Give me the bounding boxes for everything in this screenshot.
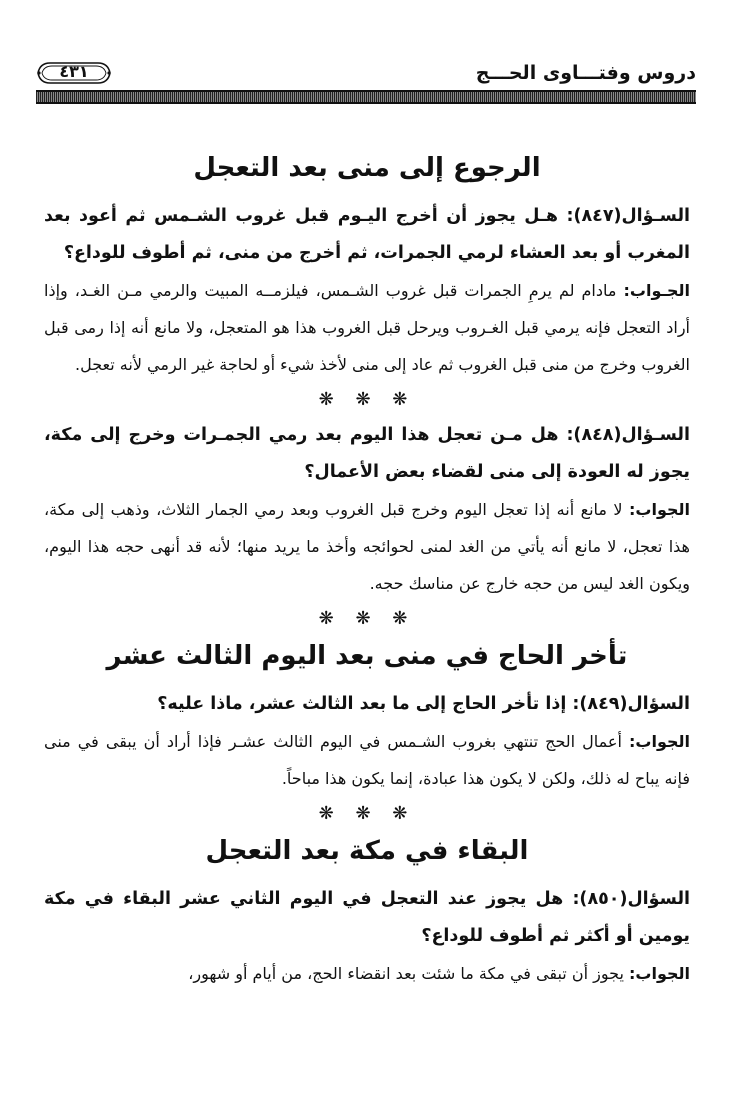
question-text: إذا تأخر الحاج إلى ما بعد الثالث عشر، ماذا عليه؟: [157, 694, 567, 714]
running-title: دروس وفتـــاوى الحـــج: [475, 62, 696, 84]
question: [44, 686, 690, 723]
header-rule: [36, 90, 696, 104]
answer-label: الجواب:: [628, 964, 690, 983]
answer: [44, 955, 690, 992]
section-heading: البقاء في مكة بعد التعجل: [205, 836, 529, 866]
page-header: [36, 58, 696, 104]
answer-text: لا مانع أنه إذا تعجل اليوم وخرج قبل الغروب وبعد رمي الجمار الثلاث، وذهب إلى مكة، هذا تعجل، لا مانع أنه يأتي من الغد لمنى لحوائجه وأخذ ما يريد منها؛ لأنه قد أنهى حجه هذا اليوم، ويكون الغد ليس من حجه خارج عن مناسك حجه.: [44, 500, 690, 593]
question-text: هل مـن تعجل هذا اليوم بعد رمي الجمـرات وخرج إلى مكة، يجوز له العودة إلى منى لقضاء بعض الأعمال؟: [44, 425, 690, 482]
answer-label: الجواب:: [629, 500, 691, 519]
question-text: هـل يجوز أن أخرج اليـوم قبل غروب الشـمس ثم أعود بعد المغرب أو بعد العشاء لرمي الجمرات، ثم أخرج من منى، ثم أطوف للوداع؟: [44, 206, 690, 263]
answer: [44, 272, 690, 383]
question: [44, 417, 690, 491]
question-label: السـؤال(٨٤٧):: [566, 206, 691, 226]
page-number-ornament: [36, 60, 112, 86]
answer-text: يجوز أن تبقى في مكة ما شئت بعد انقضاء الحج، من أيام أو شهور،: [188, 964, 624, 983]
question-text: هل يجوز عند التعجل في اليوم الثاني عشر البقاء في مكة يومين أو أكثر ثم أطوف للوداع؟: [44, 889, 690, 946]
section-heading: الرجوع إلى منى بعد التعجل: [193, 153, 541, 183]
answer-text: أعمال الحج تنتهي بغروب الشـمس في اليوم الثالث عشـر فإذا أراد أن يبقى في منى فإنه يباح له ذلك، ولكن لا يكون هذا عبادة، إنما يكون هذا مباحاً.: [44, 732, 690, 788]
qa-item: [44, 686, 690, 797]
separator-stars: ❋ ❋ ❋: [318, 803, 416, 824]
question-label: السؤال(٨٥٠):: [572, 889, 691, 909]
question-label: السؤال(٨٤٩):: [572, 694, 690, 714]
question-label: السـؤال(٨٤٨):: [566, 425, 690, 445]
qa-item: [44, 881, 690, 992]
answer-label: الجواب:: [629, 732, 691, 751]
page-content: [44, 148, 690, 992]
answer: [44, 491, 690, 602]
question: [44, 881, 690, 955]
answer: [44, 723, 690, 797]
qa-item: [44, 417, 690, 602]
section-heading: تأخر الحاج في منى بعد اليوم الثالث عشر: [106, 641, 628, 671]
separator-stars: ❋ ❋ ❋: [318, 608, 416, 629]
page-number: ٤٣١: [59, 62, 89, 81]
answer-label: الجـواب:: [623, 281, 690, 300]
answer-text: مادام لم يرمِ الجمرات قبل غروب الشـمس، فيلزمــه المبيت والرمي مـن الغـد، وإذا أراد التعجل فإنه يرمي قبل الغـروب ويرحل قبل الغروب هذا هو المتعجل، ولا مانع أنه إذا رمى قبل الغروب وخرج من منى قبل الغروب ثم عاد إلى منى لأخذ شيء أو لحاجة غير الرمي لأنه تعجل.: [44, 281, 690, 374]
question: [44, 198, 690, 272]
separator-stars: ❋ ❋ ❋: [318, 389, 416, 410]
qa-item: [44, 198, 690, 383]
